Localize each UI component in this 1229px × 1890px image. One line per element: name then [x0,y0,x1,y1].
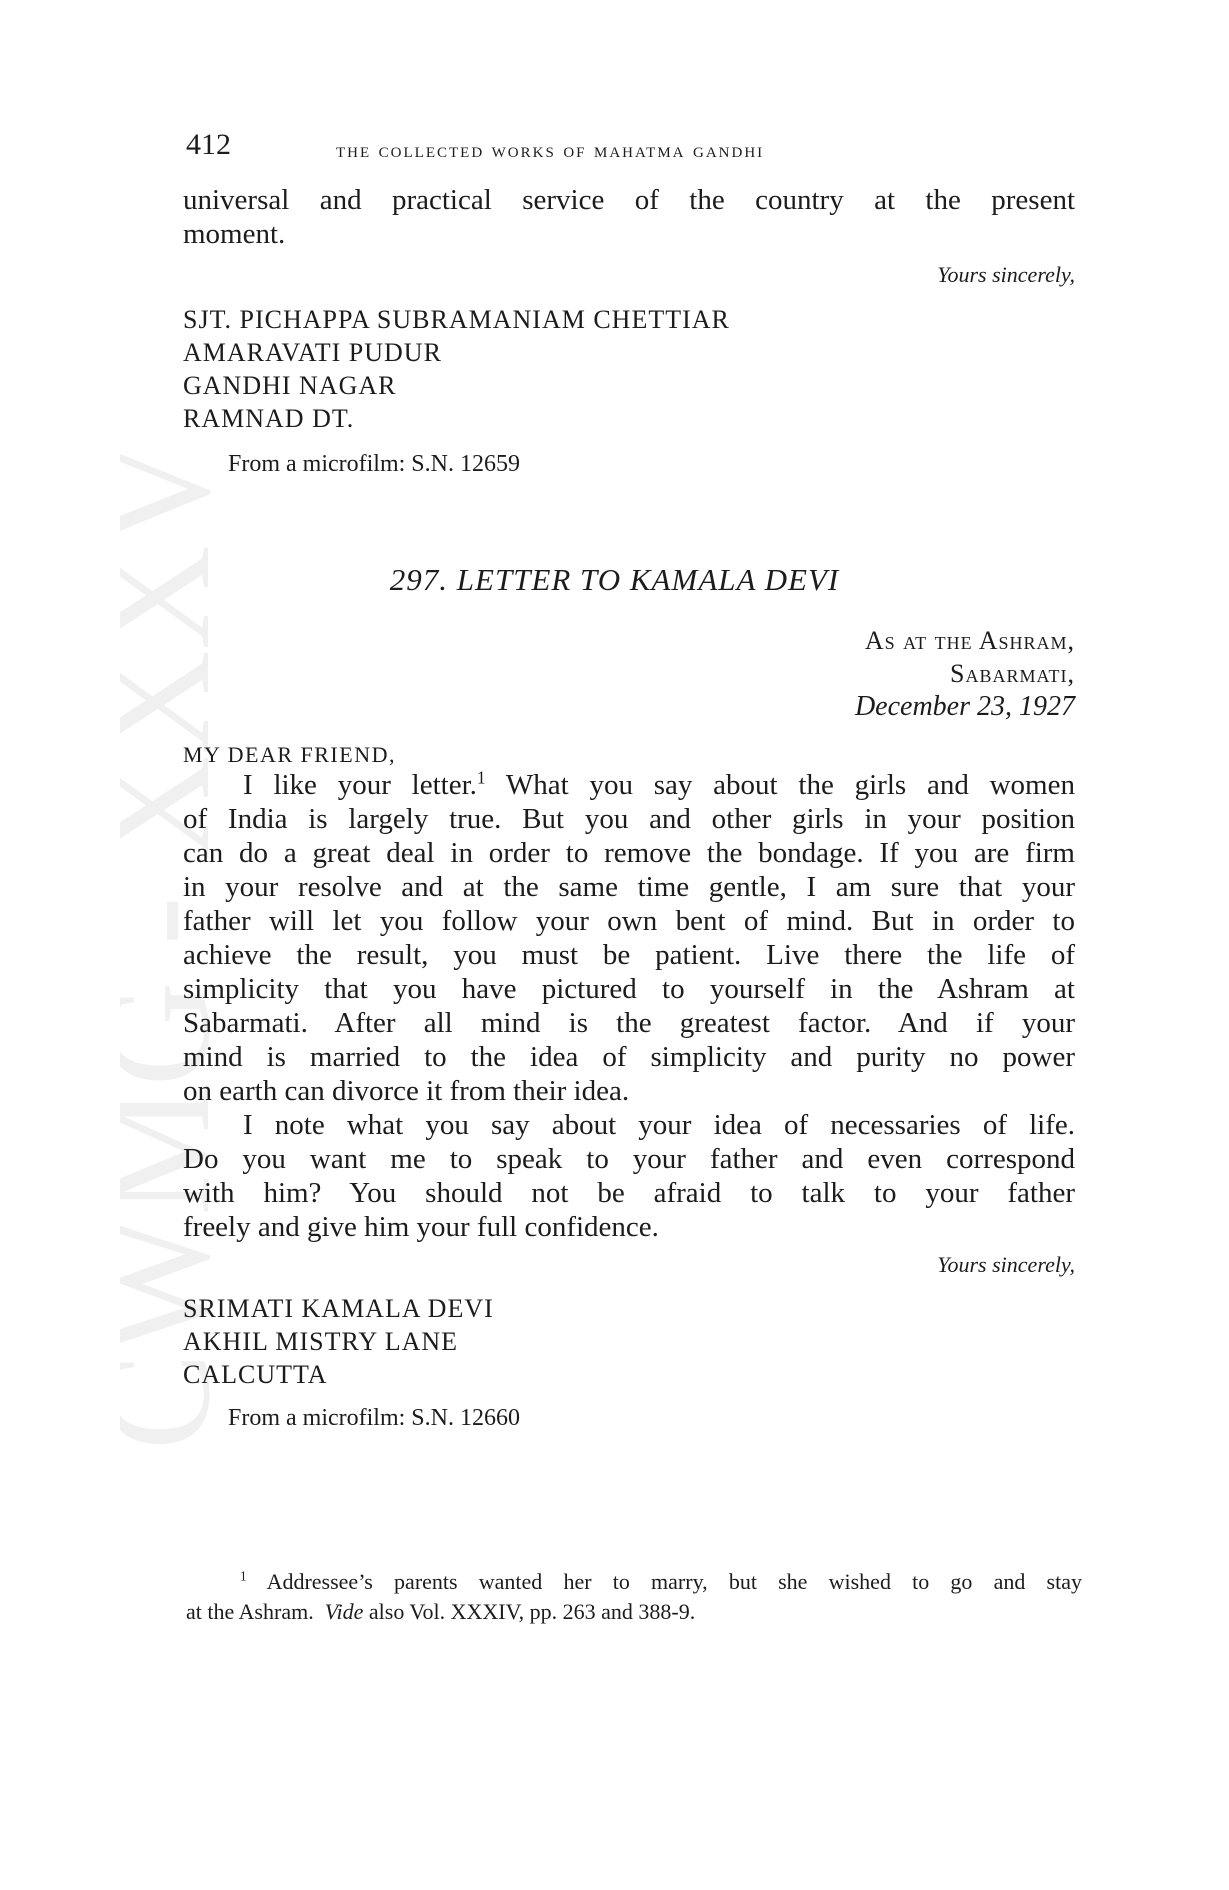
address-line: RAMNAD DT. [183,404,355,433]
paragraph-1-line: Sabarmati. After all mind is the greatest factor. And if your [183,1007,1075,1039]
letter-source: From a microfilm: S.N. 12660 [228,1405,520,1431]
footnote-marker: 1 [476,767,486,788]
address-line: SJT. PICHAPPA SUBRAMANIAM CHETTIAR [183,305,730,334]
prev-letter-line-1: universal and practical service of the country at the present [183,184,1075,216]
footnote-text-2b: also Vol. XXXIV, pp. 263 and 388-9. [368,1599,696,1624]
address-line: SRIMATI KAMALA DEVI [183,1294,494,1323]
address-line: CALCUTTA [183,1360,328,1389]
address-line: AKHIL MISTRY LANE [183,1327,459,1356]
letter-title: 297. LETTER TO KAMALA DEVI [389,562,840,597]
footnote-line-2 [186,1597,1082,1627]
paragraph-1-line: mind is married to the idea of simplicity and purity no power [183,1041,1075,1073]
paragraph-2-line: freely and give him your full confidence. [183,1211,659,1243]
footnote-line-1 [240,1567,1082,1597]
page-number: 412 [186,128,231,161]
salutation: MY DEAR FRIEND, [183,742,396,767]
paragraph-2-line: Do you want me to speak to your father and even correspond [183,1143,1075,1175]
place-line-1: As at the Ashram, [864,626,1075,655]
letter-address [183,1292,494,1391]
prev-letter-source: From a microfilm: S.N. 12659 [228,451,520,477]
letter-closing: Yours sincerely, [937,1252,1075,1277]
watermark-text: CWMG XXXV [120,440,230,1450]
letter-place-date [855,624,1075,723]
running-head: the collected works of mahatma gandhi [336,137,765,162]
paragraph-1-start: I like your letter. [243,769,477,801]
footnote-vide: Vide [324,1599,364,1624]
paragraph-1-line: can do a great deal in order to remove the bondage. If you are firm [183,837,1075,869]
paragraph-2-line: with him? You should not be afraid to talk to your father [183,1177,1075,1209]
paragraph-1-line [243,768,1075,802]
paragraph-1-line: of India is largely true. But you and other girls in your position [183,803,1075,835]
address-line: GANDHI NAGAR [183,371,397,400]
paragraph-1-line: on earth can divorce it from their idea. [183,1075,630,1107]
paragraph-1-rest: What you say about the girls and women [505,769,1075,801]
prev-letter-line-2: moment. [183,218,286,250]
letter-date: December 23, 1927 [854,691,1075,722]
place-line-2: Sabarmati, [950,659,1075,688]
paragraph-2-line: I note what you say about your idea of necessaries of life. [243,1109,1075,1141]
address-line: AMARAVATI PUDUR [183,338,442,367]
paragraph-1-line: father will let you follow your own bent of mind. But in order to [183,905,1075,937]
paragraph-1-line: simplicity that you have pictured to yourself in the Ashram at [183,973,1075,1005]
footnote-text-2a: at the Ashram. [186,1599,314,1624]
prev-letter-closing: Yours sincerely, [937,262,1075,287]
paragraph-1-line: achieve the result, you must be patient. Live there the life of [183,939,1075,971]
footnote-text-1: Addressee’s parents wanted her to marry, but she wished to go and stay [266,1569,1082,1594]
prev-letter-address [183,303,730,435]
footnote-number: 1 [240,1568,247,1584]
paragraph-1-line: in your resolve and at the same time gentle, I am sure that your [183,871,1075,903]
